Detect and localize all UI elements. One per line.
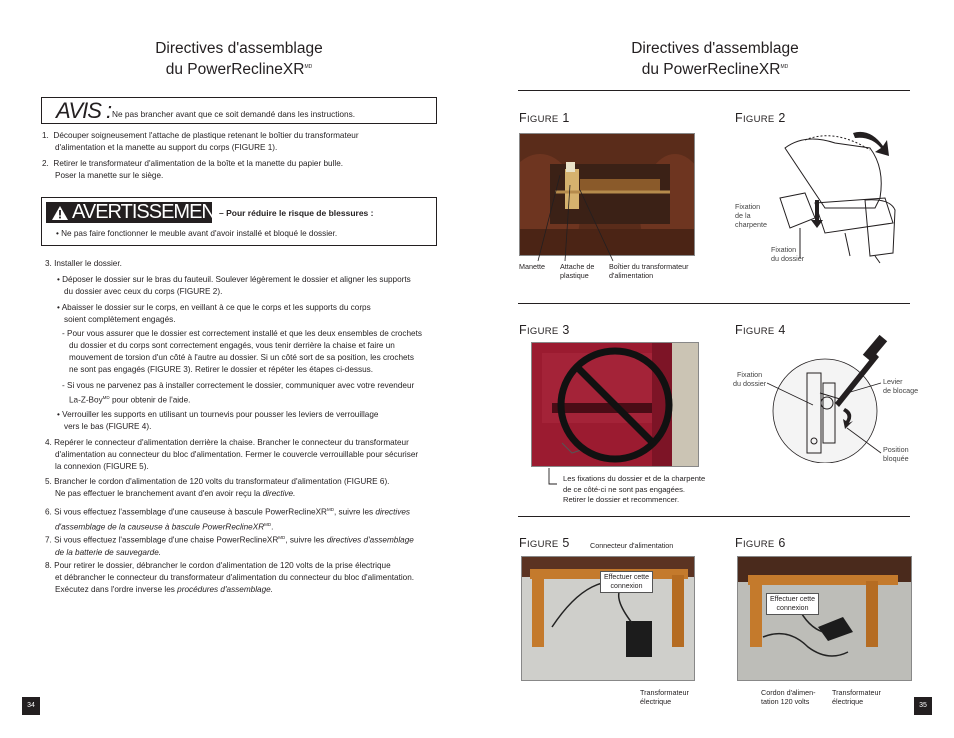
step-6-sup1: MD	[326, 507, 334, 512]
step-5-line2: Ne pas effectuer le branchement avant d'en avoir reçu la	[55, 489, 261, 498]
fig5-label-connecteur: Connecteur d'alimentation	[590, 541, 674, 550]
fig4-position-1: Position	[883, 445, 909, 454]
step-4-line3: la connexion (FIGURE 5).	[55, 462, 149, 471]
fig6-callout-2: connexion	[776, 605, 809, 612]
fig2-label-charpente	[735, 202, 767, 229]
step-3-title: 3. Installer le dossier.	[45, 259, 122, 268]
fig1-leaders	[515, 130, 715, 270]
dash-3b-1	[62, 328, 422, 376]
fig5-callout-1: Effectuer cette	[604, 574, 650, 581]
fig4-word: IGURE	[742, 326, 775, 337]
fig1-label-manette: Manette	[519, 262, 545, 271]
fig6-prefix: F	[735, 536, 743, 550]
fig3-bracket	[547, 468, 559, 488]
step-6-italic1: directives	[375, 507, 410, 517]
fig3-caption	[563, 474, 705, 506]
step-1-line2: d'alimentation et la manette au support du corps (FIGURE 1).	[55, 143, 278, 152]
bullet-3b-line2: soient complètement engagés.	[64, 315, 176, 324]
step-8	[45, 560, 414, 596]
dash1-line1: - Pour vous assurer que le dossier est correctement installé et que les deux ensembles de crochets	[62, 329, 422, 338]
figure-2-heading	[735, 111, 786, 125]
step-2-num: 2.	[42, 159, 49, 168]
dash2-sup: MD	[102, 395, 110, 400]
figure-5-photo	[521, 556, 695, 681]
fig5-transfo-1: Transformateur	[640, 688, 689, 697]
fig6-transfo-2: électrique	[832, 697, 864, 706]
left-title-line2: du PowerReclineXR	[165, 61, 305, 79]
fig1-prefix: F	[519, 111, 527, 125]
fig4-levier-1: Levier	[883, 377, 903, 386]
fig2-num: 2	[778, 111, 786, 125]
dash1-line3: mouvement de torsion d'un côté à l'autre au dossier. Si un côté sort de sa position, les crochets	[69, 353, 414, 362]
prohibit-icon	[532, 343, 698, 466]
avis-box	[41, 97, 437, 124]
fig4-levier-2: de blocage	[883, 386, 919, 395]
fig4-num: 4	[778, 323, 786, 337]
right-mid-rule-2	[518, 516, 910, 517]
right-mid-rule-1	[518, 303, 910, 304]
bullet-3c-line1: • Verrouiller les supports en utilisant un tournevis pour pousser les leviers de verrouillage	[57, 410, 379, 419]
warning-label-bg	[46, 201, 227, 223]
fig3-caption-3: Retirer le dossier et recommencer.	[563, 495, 680, 504]
warning-bullet: • Ne pas faire fonctionner le meuble avant d'avoir installé et bloqué le dossier.	[56, 229, 338, 238]
fig2-charpente-2: de la	[735, 211, 751, 220]
warning-triangle-icon	[51, 205, 69, 221]
step-8-italic: procédures d'assemblage.	[177, 585, 273, 594]
right-title-rule	[518, 90, 910, 91]
fig4-fixation-2: du dossier	[733, 379, 767, 388]
fig5-word: IGURE	[526, 539, 559, 550]
fig4-prefix: F	[735, 323, 743, 337]
step-1-line1: Découper soigneusement l'attache de plastique retenant le boîtier du transformateur	[53, 131, 359, 140]
step-7-italic2: de la batterie de sauvegarde.	[55, 547, 162, 557]
fig6-cordon-1: Cordon d'alimen-	[761, 688, 816, 697]
fig6-num: 6	[778, 536, 786, 550]
step-2-line1: Retirer le transformateur d'alimentation de la boîte et la manette du papier bulle.	[53, 159, 344, 168]
fig1-boitier-1: Boîtier du transformateur	[609, 262, 689, 271]
bullet-3a	[57, 274, 411, 298]
bullet-3a-line1: • Déposer le dossier sur le bras du fauteuil. Soulever légèrement le dossier et aligner les supports	[57, 275, 411, 284]
fig6-label-cordon	[761, 688, 816, 706]
step-6-italic2: d'assemblage de la causeuse à bascule PowerReclineXR	[55, 522, 265, 532]
step-3-block	[45, 258, 455, 270]
fig2-dossier-1: Fixation	[771, 245, 797, 254]
fig2-charpente-3: charpente	[735, 220, 767, 229]
right-title-line2-wrap	[585, 58, 845, 79]
step-7	[45, 532, 414, 559]
left-page-title	[109, 40, 369, 79]
left-title-line1: Directives d'assemblage	[155, 40, 323, 57]
fig6-callout	[766, 593, 819, 615]
step-8-line2: et débrancher le connecteur du transformateur d'alimentation du connecteur du bloc d'alimentation.	[55, 573, 415, 582]
fig2-charpente-1: Fixation	[735, 202, 761, 211]
fig5-label-transformateur	[640, 688, 689, 706]
avis-label: AVIS :	[56, 98, 112, 123]
step-6-follow: , suivre les	[333, 507, 374, 517]
fig4-fixation-1: Fixation	[737, 370, 763, 379]
step-4-line2: d'alimentation au connecteur du bloc d'alimentation. Fermer le couvercle verrouillable pour sécuriser	[55, 450, 419, 459]
fig5-num: 5	[562, 536, 570, 550]
bullet-3b-line1: • Abaisser le dossier sur le corps, en veillant à ce que le corps et les supports du corps	[57, 303, 371, 312]
fig6-image	[738, 557, 911, 680]
dash-3b-2	[62, 380, 414, 407]
step-8-line3: Exécutez dans l'ordre inverse les	[55, 585, 175, 594]
right-title-line1: Directives d'assemblage	[631, 40, 799, 57]
step-7-italic1: directives d'assemblage	[326, 535, 414, 545]
fig3-word: IGURE	[526, 326, 559, 337]
figure-3-photo	[531, 342, 699, 467]
fig6-transfo-1: Transformateur	[832, 688, 881, 697]
right-title-line2: du PowerReclineXR	[641, 61, 781, 79]
fig5-prefix: F	[519, 536, 527, 550]
fig4-label-levier	[883, 377, 918, 395]
fig1-num: 1	[562, 111, 570, 125]
step-5	[45, 476, 389, 500]
step-7-sup: MD	[278, 535, 286, 540]
step-6	[45, 504, 410, 533]
fig2-label-dossier	[771, 245, 804, 263]
step-2	[42, 158, 343, 182]
step-4-line1: 4. Repérer le connecteur d'alimentation derrière la chaise. Brancher le connecteur du transformateur	[45, 438, 409, 447]
fig3-caption-2: de ce côté-ci ne sont pas engagées.	[563, 484, 686, 494]
fig6-cordon-2: tation 120 volts	[761, 697, 810, 706]
fig1-attache-1: Attache de	[560, 262, 595, 271]
figure-6-photo	[737, 556, 912, 681]
step-6-sup2: MD	[264, 521, 272, 527]
step-7-line1: 7. Si vous effectuez l'assemblage d'une chaise PowerReclineXR	[45, 535, 279, 545]
fig4-position-2: bloquée	[883, 454, 909, 463]
warning-label: AVERTISSEMENT	[72, 201, 227, 223]
left-title-sup: MD	[304, 64, 313, 70]
fig1-word: IGURE	[526, 114, 559, 125]
fig3-caption-1: Les fixations du dossier et de la charpente	[563, 474, 706, 483]
dash2-line2: pour obtenir de l'aide.	[111, 395, 191, 405]
bullet-3b	[57, 302, 371, 326]
step-5-italic: directive.	[262, 489, 296, 498]
fig6-callout-1: Effectuer cette	[770, 596, 816, 603]
figure-5-heading	[519, 536, 570, 550]
figure-6-heading	[735, 536, 786, 550]
warning-subtitle: – Pour réduire le risque de blessures :	[219, 208, 374, 218]
right-page-title	[585, 40, 845, 79]
step-1	[42, 130, 359, 154]
fig1-boitier-2: d'alimentation	[609, 271, 654, 280]
fig2-dossier-2: du dossier	[771, 254, 805, 263]
step-7-follow: , suivre les	[285, 535, 325, 545]
bullet-3c-line2: vers le bas (FIGURE 4).	[64, 422, 152, 431]
dash1-line2: du dossier et du corps sont correctement engagés, vous tenir derrière la chaise et faire un	[69, 341, 395, 350]
fig4-leaders	[755, 333, 905, 463]
fig6-label-transformateur	[832, 688, 881, 706]
warning-box	[41, 197, 437, 246]
dash1-line4: ne sont pas engagés (FIGURE 3). Retirer le dossier et répéter les étapes ci-dessus.	[69, 365, 373, 374]
figure-3-heading	[519, 323, 570, 337]
fig6-word: IGURE	[742, 539, 775, 550]
fig4-label-fixation	[733, 370, 766, 388]
left-title-line2-wrap	[109, 58, 369, 79]
bullet-3a-line2: du dossier avec ceux du corps (FIGURE 2).	[64, 287, 223, 296]
dash2-lazboy: La-Z-Boy	[69, 395, 103, 405]
step-6-period: .	[271, 522, 274, 532]
fig3-prefix: F	[519, 323, 527, 337]
step-6-line1: 6. Si vous effectuez l'assemblage d'une causeuse à bascule PowerReclineXR	[45, 507, 327, 517]
step-8-line1: 8. Pour retirer le dossier, débrancher le cordon d'alimentation de 120 volts de la prise électrique	[45, 561, 391, 570]
left-page-number: 34	[22, 697, 40, 715]
fig5-callout-2: connexion	[610, 583, 643, 590]
avis-text: Ne pas brancher avant que ce soit demandé dans les instructions.	[112, 109, 356, 119]
fig4-label-position	[883, 445, 909, 463]
fig5-transfo-2: électrique	[640, 697, 672, 706]
dash2-line1: - Si vous ne parvenez pas à installer correctement le dossier, communiquer avec votre revendeur	[62, 381, 415, 390]
fig2-word: IGURE	[742, 114, 775, 125]
right-page-number: 35	[914, 697, 932, 715]
step-5-line1: 5. Brancher le cordon d'alimentation de 120 volts du transformateur d'alimentation (FIGURE 6).	[45, 477, 390, 486]
fig3-num: 3	[562, 323, 570, 337]
fig2-prefix: F	[735, 111, 743, 125]
figure-1-heading	[519, 111, 570, 125]
right-title-sup: MD	[780, 64, 789, 70]
fig1-attache-2: plastique	[560, 271, 589, 280]
fig5-callout	[600, 571, 653, 593]
step-2-line2: Poser la manette sur le siège.	[55, 171, 164, 180]
step-1-num: 1.	[42, 131, 49, 140]
step-4	[45, 437, 418, 473]
bullet-3c	[57, 409, 378, 433]
